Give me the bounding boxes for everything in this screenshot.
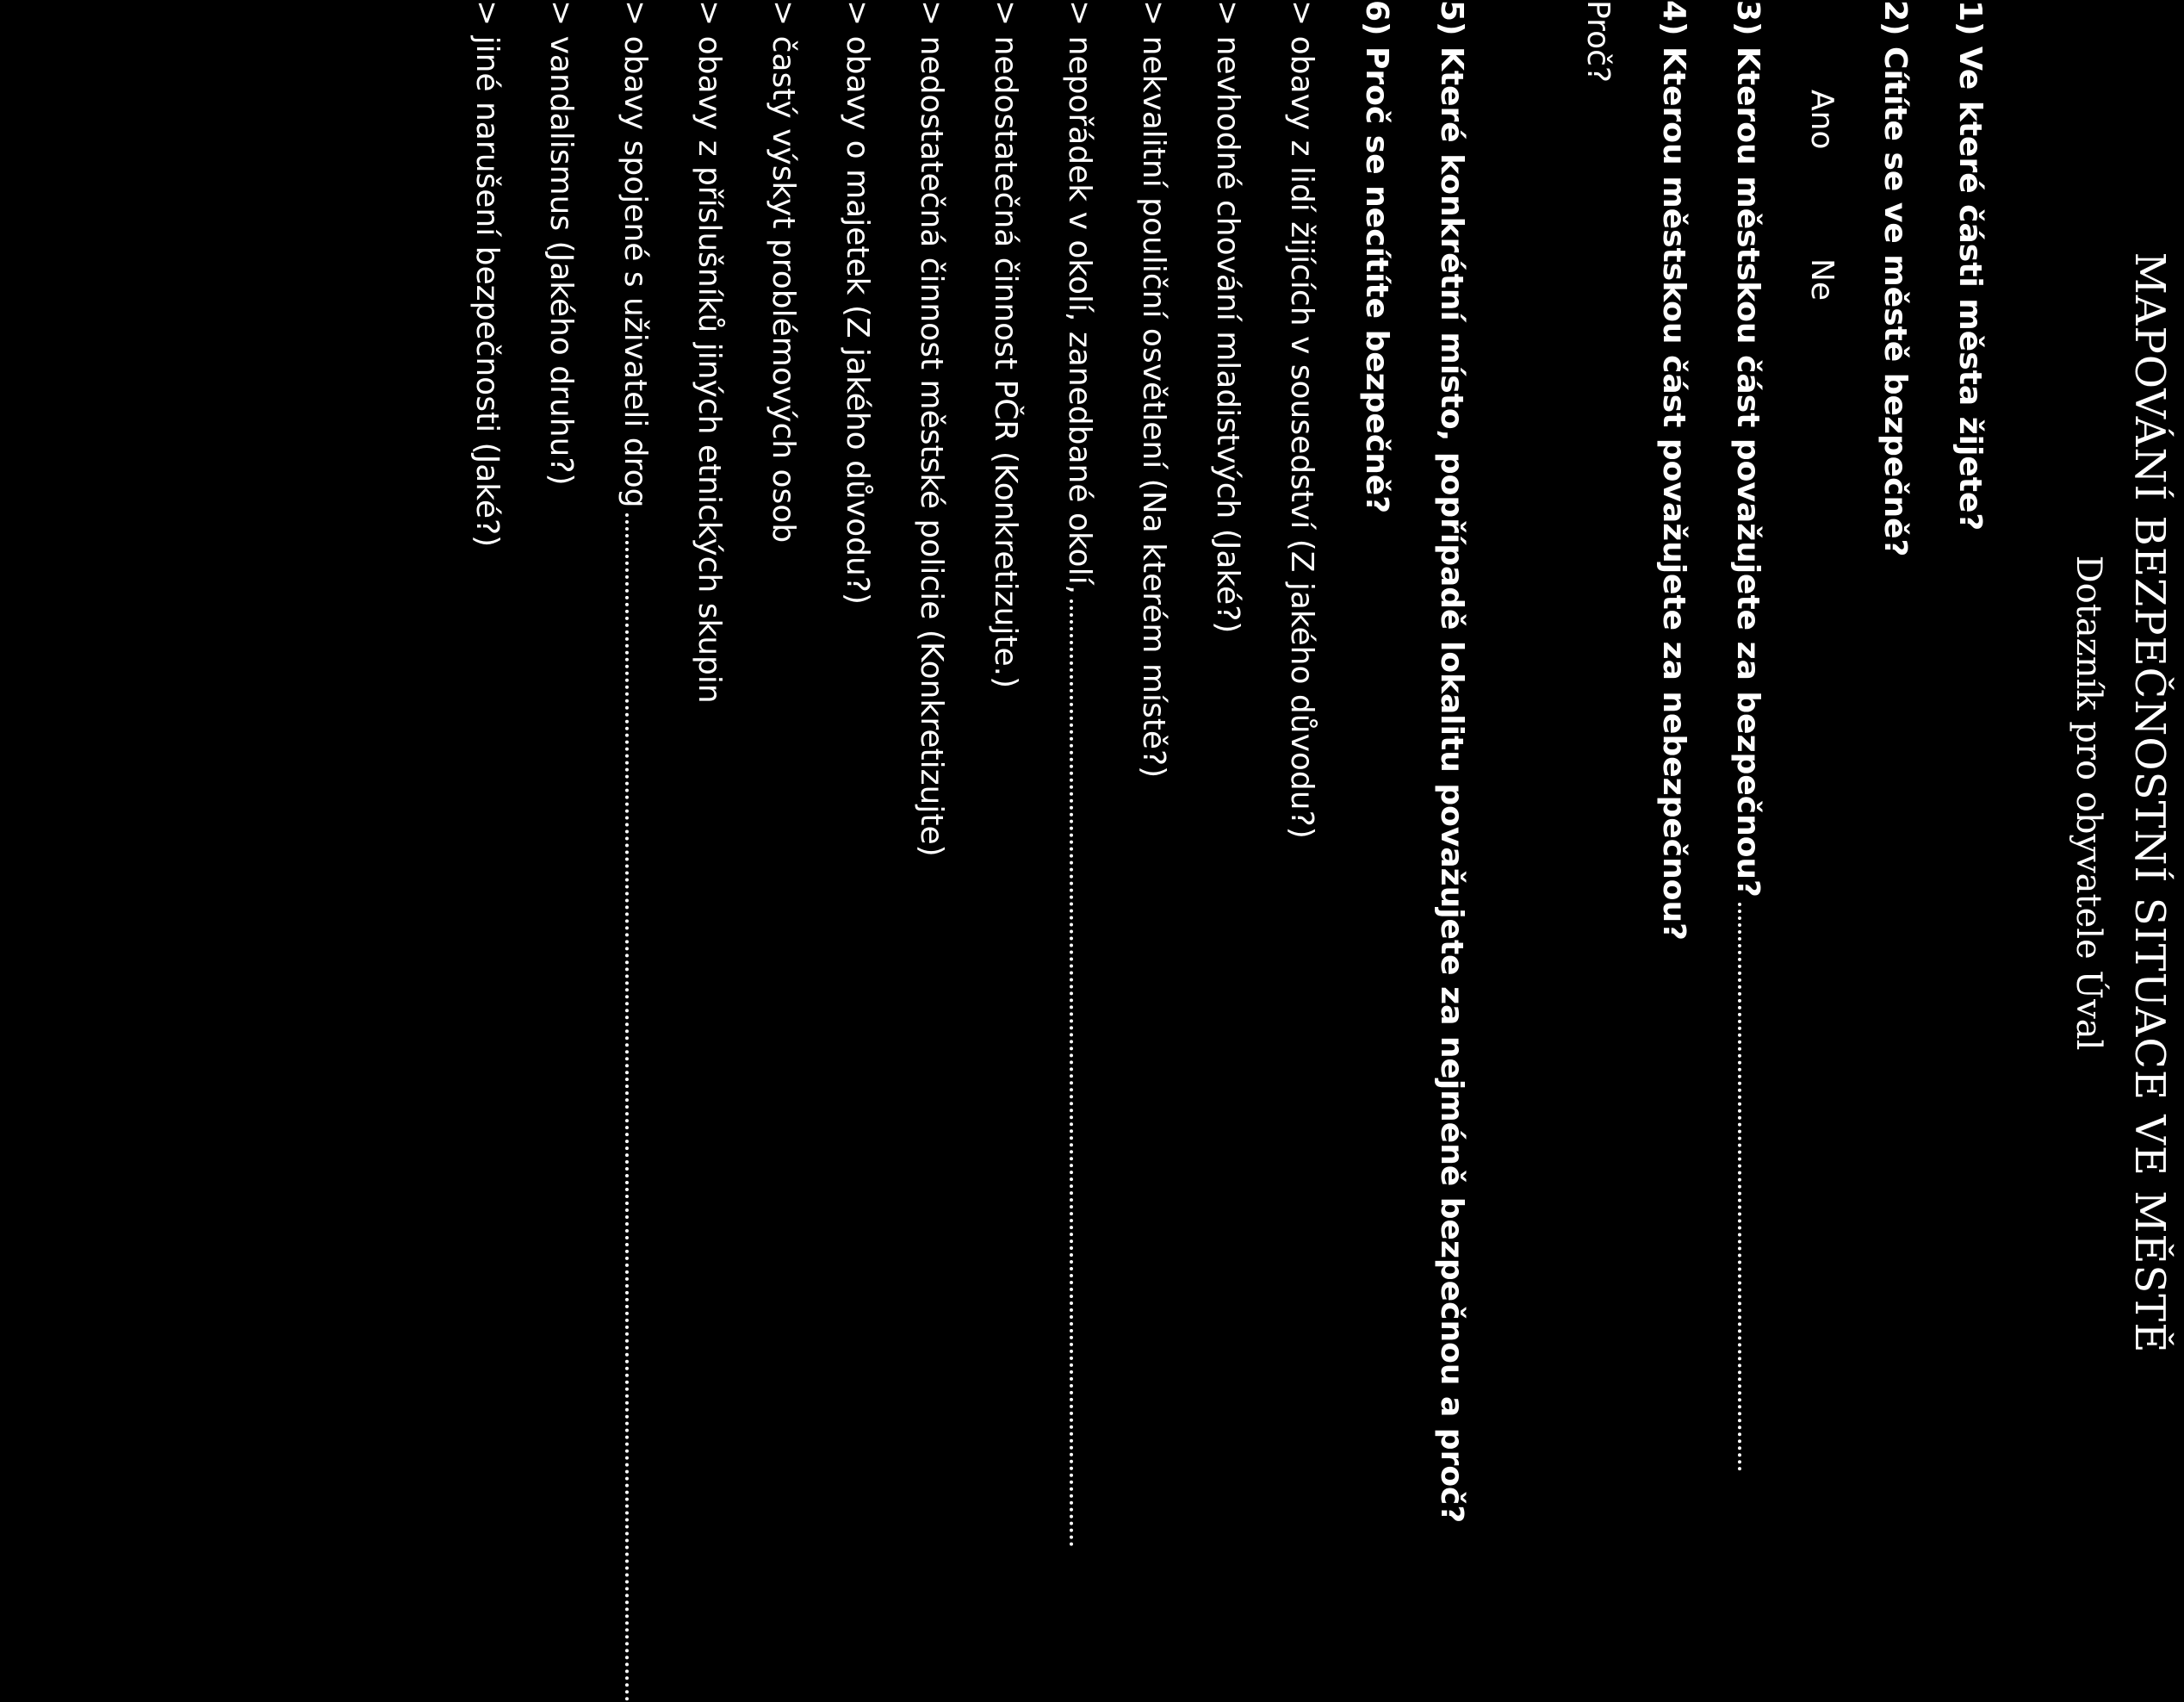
answer-no[interactable]: Ne [1804, 258, 1840, 301]
question-5: 5) Které konkrétní místo, popřípadě lokalitu považujete za nejméně bezpečnou a proč? [1434, 0, 1469, 1524]
option-item: > nedostatečná činnost městské policie (Konkretizujte) [914, 0, 949, 857]
question-4-why: Proč? [1580, 0, 1616, 84]
option-item: > obavy o majetek (Z jakého důvodu?) [840, 0, 875, 605]
option-item: > obavy z příslušníků jiných etnických skupin [692, 0, 727, 704]
option-item-row [617, 0, 653, 1702]
option-item: > jiné narušení bezpečnosti (Jaké?) [469, 0, 505, 548]
option-item: > vandalismus (Jakého druhu?) [543, 0, 579, 486]
page-subtitle: Dotazník pro obyvatele Úval [2069, 555, 2108, 1051]
answer-yes[interactable]: Ano [1804, 90, 1840, 150]
question-4: 4) Kterou městskou část považujete za nebezpečnou? [1656, 0, 1691, 941]
option-item: > nepořádek v okolí, zanedbané okolí, [1062, 0, 1097, 595]
option-item: > častý výskyt problémových osob [766, 0, 801, 544]
option-item: > obavy z lidí žijících v sousedství (Z jakého důvodu?) [1284, 0, 1319, 839]
answer-line[interactable] [1070, 599, 1080, 1547]
option-item: > obavy spojené s uživateli drog [617, 0, 653, 508]
question-3: 3) Kterou městskou část považujete za bezpečnou? [1730, 0, 1765, 898]
option-item: > nevhodné chování mladistvých (Jaké?) [1210, 0, 1245, 634]
answer-line[interactable] [625, 513, 636, 1702]
option-item: > nekvalitní pouliční osvětlení (Na kterém místě?) [1136, 0, 1171, 779]
page-title: MAPOVÁNÍ BEZPEČNOSTNÍ SITUACE VE MĚSTĚ [2125, 252, 2174, 1354]
answer-line[interactable] [1738, 903, 1748, 1471]
question-1: 1) Ve které části města žijete? [1952, 0, 1988, 531]
question-3-row [1730, 0, 1765, 1471]
option-item-row [1062, 0, 1097, 1547]
question-2: 2) Cítíte se ve městě bezpečně? [1877, 0, 1913, 557]
question-6: 6) Proč se necítíte bezpečně? [1359, 0, 1394, 514]
option-item: > nedostatečná činnost PČR (Konkretizujte.) [988, 0, 1023, 689]
